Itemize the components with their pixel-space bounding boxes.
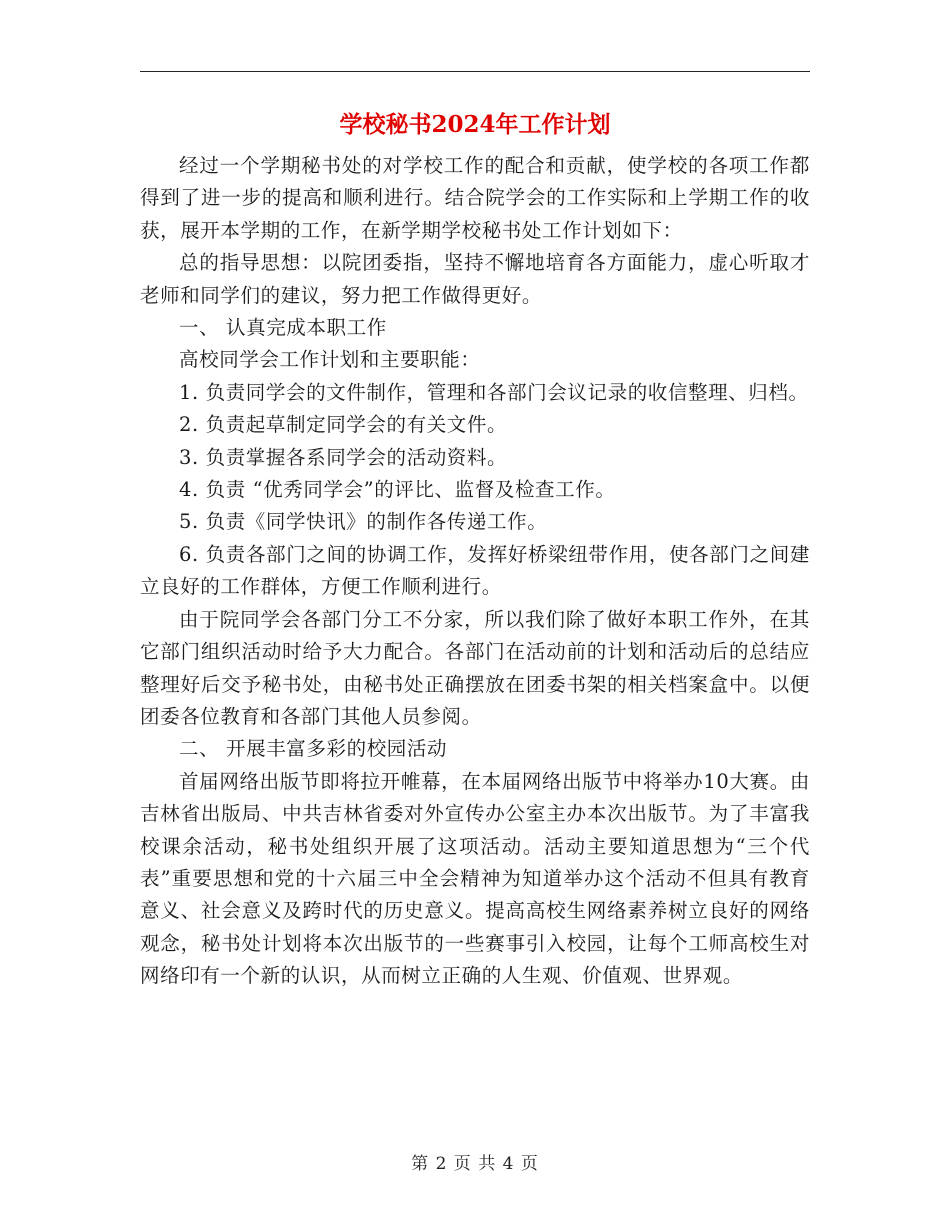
paragraph-duties-intro: 高校同学会工作计划和主要职能： [179,348,481,372]
list-item-1: 1. 负责同学会的文件制作，管理和各部门会议记录的收信整理、归档。 [179,380,809,404]
paragraph-guiding-idea: 总的指导思想：以院团委指，坚持不懈地培育各方面能力，虚心听取才老师和同学们的建议，努力把工作做得更好。 [140,251,810,307]
list-item-3: 3. 负责掌握各系同学会的活动资料。 [179,445,508,469]
paragraph-cooperation: 由于院同学会各部门分工不分家，所以我们除了做好本职工作外，在其它部门组织活动时给予大力配合。各部门在活动前的计划和活动后的总结应整理好后交予秘书处，由秘书处正确摆放在团委书架的相关档案盒中。以便团委各位教育和各部门其他人员参阅。 [140,607,810,728]
paragraph-activity: 首届网络出版节即将拉开帷幕，在本届网络出版节中将举办10大赛。由吉林省出版局、中共吉林省委对外宣传办公室主办本次出版节。为了丰富我校课余活动，秘书处组织开展了这项活动。活动主要知道思想为“三个代表”重要思想和党的十六届三中全会精神为知道举办这个活动不但具有教育意义、社会意义及跨时代的历史意义。提高高校生网络素养树立良好的网络观念，秘书处计划将本次出版节的一些赛事引入校园，让每个工师高校生对网络印有一个新的认识，从而树立正确的人生观、价值观、世界观。 [140,769,810,988]
section-heading-1: 一、 认真完成本职工作 [179,316,387,340]
paragraph-intro: 经过一个学期秘书处的对学校工作的配合和贡献，使学校的各项工作都得到了进一步的提高和顺利进行。结合院学会的工作实际和上学期工作的收获，展开本学期的工作，在新学期学校秘书处工作计划如下： [140,154,810,242]
list-item-6: 6. 负责各部门之间的协调工作，发挥好桥梁纽带作用，使各部门之间建立良好的工作群体，方便工作顺利进行。 [140,542,810,599]
document-body [140,150,810,993]
list-item-4: 4. 负责 “优秀同学会”的评比、监督及检查工作。 [179,478,616,502]
list-item-5: 5. 负责《同学快讯》的制作各传递工作。 [179,510,548,534]
section-heading-2: 二、 开展丰富多彩的校园活动 [179,737,448,761]
document-title: 学校秘书2024年工作计划 [339,111,611,138]
header-rule [140,71,810,72]
page-number: 第 2 页 共 4 页 [411,1154,539,1174]
list-item-2: 2. 负责起草制定同学会的有关文件。 [179,413,508,437]
